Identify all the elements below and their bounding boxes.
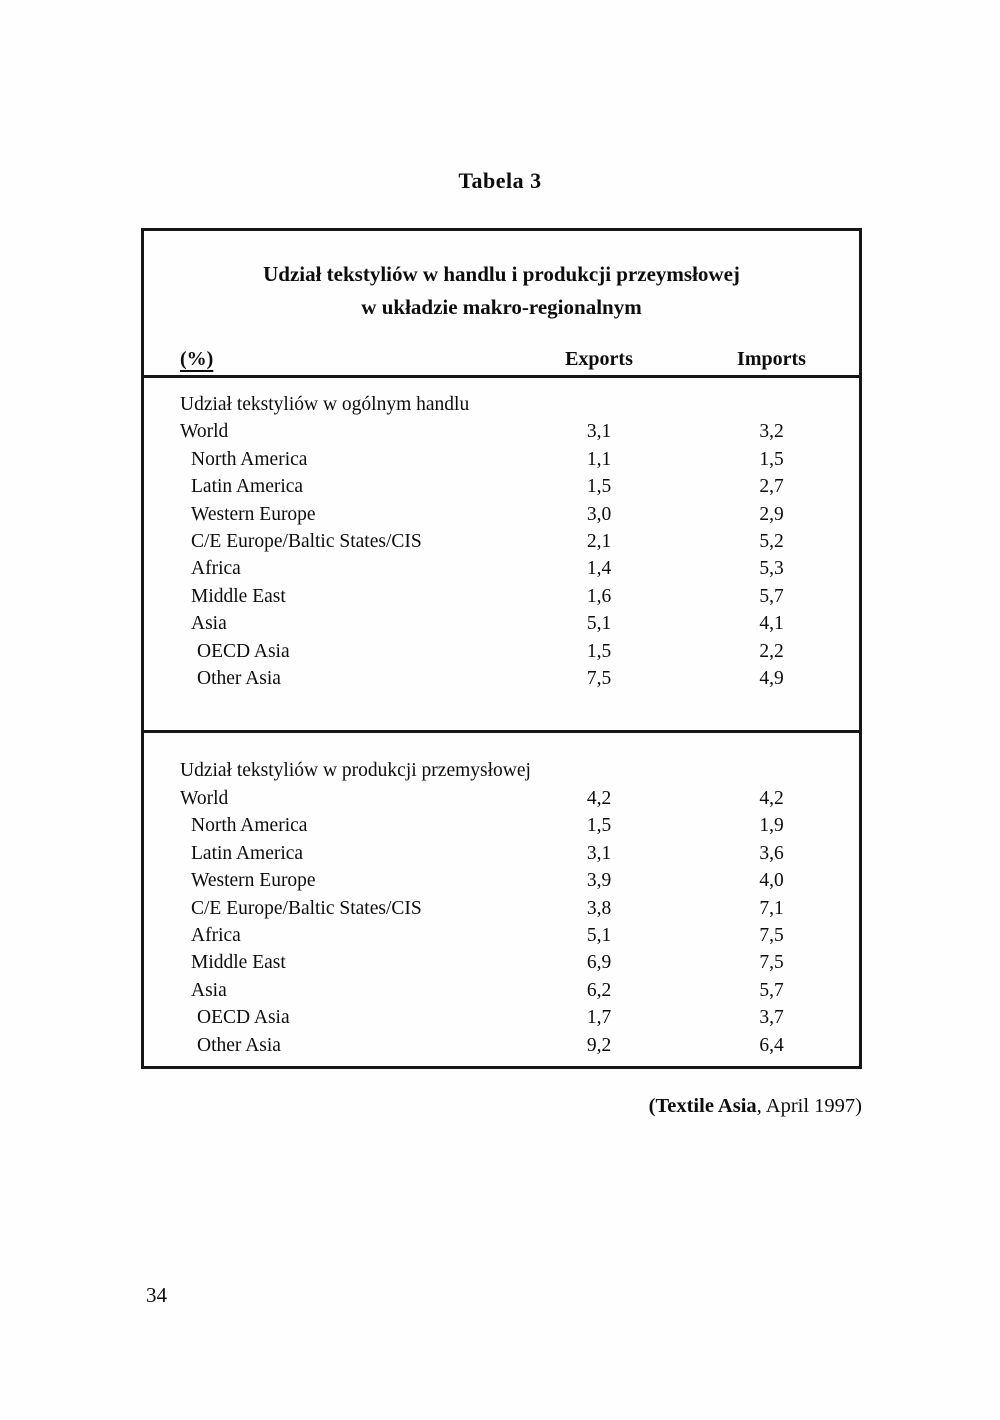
imports-value: 4,9: [759, 668, 784, 690]
table-title-line2: w układzie makro-regionalnym: [361, 295, 642, 319]
region-label: C/E Europe/Baltic States/CIS: [191, 897, 422, 919]
exports-value: 3,1: [586, 842, 612, 864]
region-label: Africa: [191, 924, 241, 946]
table-row: [180, 977, 859, 1004]
table-row: [180, 785, 859, 812]
region-label: Western Europe: [191, 870, 316, 892]
exports-value: 4,2: [586, 787, 612, 809]
table-row: [180, 895, 859, 922]
exports-value: 3,9: [586, 870, 612, 892]
section-header: Udział tekstyliów w produkcji przemysłowej: [180, 760, 531, 782]
data-table: [141, 228, 862, 1069]
exports-value: 1,4: [586, 558, 612, 580]
exports-value: 3,0: [586, 503, 612, 525]
page-title: Tabela 3: [458, 168, 542, 193]
table-row: [180, 1032, 859, 1059]
imports-value: 1,5: [759, 448, 784, 470]
imports-value: 7,5: [759, 952, 784, 974]
column-header-exports: Exports: [565, 348, 633, 370]
table-row: [180, 418, 859, 445]
exports-value: 1,1: [586, 448, 612, 470]
imports-value: 1,9: [759, 815, 784, 837]
table-row: [180, 840, 859, 867]
table-row: [180, 501, 859, 528]
imports-value: 3,2: [759, 421, 784, 443]
imports-value: 6,4: [759, 1034, 784, 1056]
source-citation: [0, 1095, 862, 1118]
page-number: 34: [146, 1283, 167, 1307]
table-header-row: [144, 348, 859, 378]
table-row: [180, 473, 859, 500]
exports-value: 1,5: [586, 640, 612, 662]
region-label: Latin America: [191, 842, 304, 864]
exports-value: 1,7: [586, 1007, 612, 1029]
imports-value: 5,7: [759, 585, 784, 607]
table-row: [180, 446, 859, 473]
section-header: Udział tekstyliów w ogólnym handlu: [180, 394, 470, 415]
imports-value: 3,7: [759, 1007, 784, 1029]
region-label: OECD Asia: [197, 640, 290, 662]
exports-value: 5,1: [586, 924, 612, 946]
exports-value: 1,5: [586, 476, 612, 498]
imports-value: 5,3: [759, 558, 784, 580]
region-label: Middle East: [191, 952, 286, 974]
table-title: [144, 258, 859, 324]
source-citation-title: (Textile Asia: [648, 1095, 757, 1117]
table-row: [180, 922, 859, 949]
imports-value: 4,0: [759, 870, 784, 892]
table-row: [180, 867, 859, 894]
region-label: Africa: [191, 558, 241, 580]
table-row: [180, 812, 859, 839]
table-row: [180, 665, 859, 692]
section-production: [144, 730, 859, 1058]
exports-value: 1,6: [586, 585, 612, 607]
imports-value: 2,2: [759, 640, 784, 662]
exports-value: 2,1: [586, 531, 612, 553]
imports-value: 4,2: [759, 787, 784, 809]
imports-value: 7,1: [759, 897, 784, 919]
column-header-imports: Imports: [737, 348, 806, 370]
exports-value: 7,5: [586, 668, 612, 690]
exports-value: 3,1: [586, 421, 612, 443]
exports-value: 6,9: [586, 952, 612, 974]
region-label: World: [180, 787, 229, 809]
exports-value: 1,5: [586, 815, 612, 837]
table-title-line1: Udział tekstyliów w handlu i produkcji przeymsłowej: [263, 262, 740, 286]
region-label: C/E Europe/Baltic States/CIS: [191, 531, 422, 553]
source-citation-date: , April 1997): [756, 1095, 862, 1117]
table-row: [180, 949, 859, 976]
region-label: World: [180, 421, 229, 443]
exports-value: 6,2: [586, 979, 612, 1001]
region-label: Asia: [191, 613, 227, 635]
exports-value: 5,1: [586, 613, 612, 635]
exports-value: 3,8: [586, 897, 612, 919]
region-label: Middle East: [191, 585, 286, 607]
exports-value: 9,2: [586, 1034, 612, 1056]
column-header-percent: (%): [180, 348, 214, 370]
imports-value: 5,2: [759, 531, 784, 553]
table-row: [180, 583, 859, 610]
imports-value: 2,7: [759, 476, 784, 498]
table-row: [180, 1004, 859, 1031]
region-label: Asia: [191, 979, 227, 1001]
imports-value: 4,1: [759, 613, 784, 635]
region-label: Western Europe: [191, 503, 316, 525]
imports-value: 2,9: [759, 503, 784, 525]
region-label: Other Asia: [197, 668, 281, 690]
region-label: North America: [191, 448, 308, 470]
region-label: Latin America: [191, 476, 304, 498]
imports-value: 3,6: [759, 842, 784, 864]
table-row: [180, 555, 859, 582]
table-row: [180, 528, 859, 555]
imports-value: 7,5: [759, 924, 784, 946]
section-trade: [144, 378, 859, 692]
table-row: [180, 610, 859, 637]
table-row: [180, 638, 859, 665]
region-label: OECD Asia: [197, 1007, 290, 1029]
region-label: Other Asia: [197, 1034, 281, 1056]
imports-value: 5,7: [759, 979, 784, 1001]
region-label: North America: [191, 815, 308, 837]
